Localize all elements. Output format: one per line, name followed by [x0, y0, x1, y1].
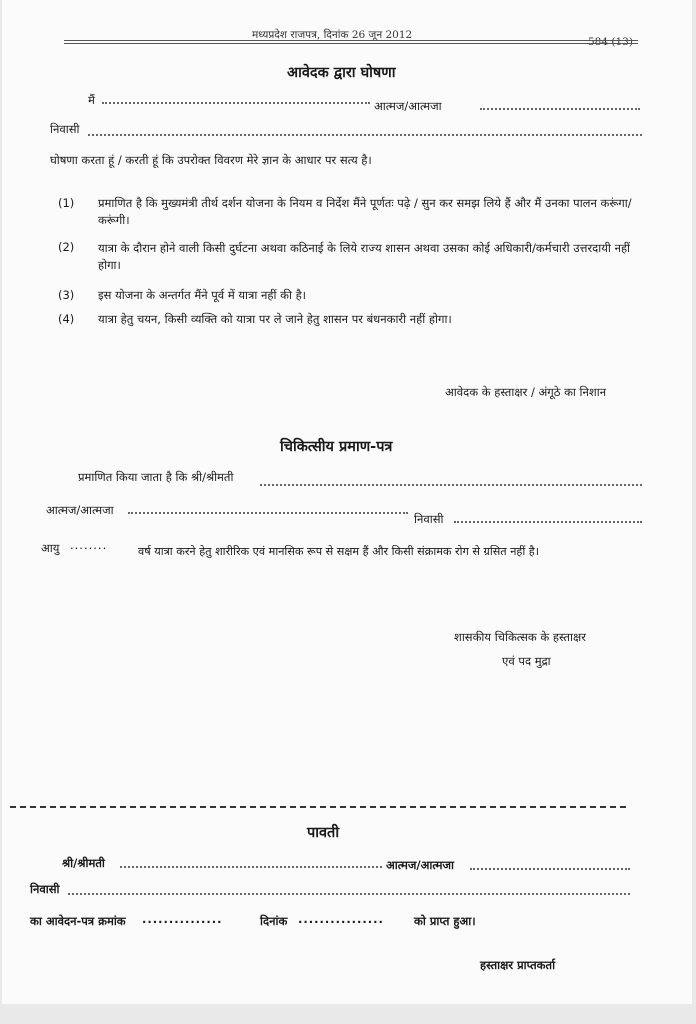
item-number: (2): [58, 240, 75, 254]
declaration-resident-field[interactable]: [88, 134, 642, 136]
doctor-seal-label: एवं पद मुद्रा: [502, 654, 551, 668]
receipt-title: पावती: [307, 825, 340, 841]
medical-resident-field[interactable]: [454, 521, 642, 523]
receipt-name-label: श्री/श्रीमती: [62, 856, 105, 870]
page-number: 584 (13): [588, 36, 633, 48]
medical-statement: वर्ष यात्रा करने हेतु शारीरिक एवं मानसिक रूप से सक्षम हैं और किसी संक्रामक रोग से ग्रसित नहीं है।: [138, 545, 539, 558]
medical-parent-field[interactable]: [128, 512, 408, 514]
receipt-application-field[interactable]: ...............: [142, 912, 223, 926]
applicant-signature-label: आवेदक के हस्ताक्षर / अंगूठे का निशान: [445, 385, 607, 399]
declaration-item: यात्रा के दौरान होने वाली किसी दुर्घटना अथवा कठिनाई के लिये राज्य शासन अथवा उसका कोई अधिकारी/कर्मचारी उत्तरदायी नहीं होगा।: [98, 241, 631, 272]
declaration-title: आवेदक द्वारा घोषणा: [287, 65, 396, 81]
receipt-received-label: को प्राप्त हुआ।: [414, 914, 476, 928]
receipt-child-label: आत्मज/आत्मजा: [386, 858, 454, 872]
declaration-item: प्रमाणित है कि मुख्यमंत्री तीर्थ दर्शन योजना के नियम व निर्देश मैंने पूर्णतः पढ़े / सुन कर समझ लिये हैं और मैं उनका पालन करूंगा/करूंगी।: [98, 196, 632, 227]
receiver-signature-label: हस्ताक्षर प्राप्तकर्ता: [480, 958, 556, 972]
medical-age-label: आयु: [41, 541, 60, 555]
receipt-application-label: का आवेदन-पत्र क्रमांक: [30, 914, 126, 928]
declaration-name-field[interactable]: [102, 102, 370, 104]
document-page: [2, 0, 692, 1004]
item-number: (3): [58, 288, 75, 302]
medical-name-field[interactable]: [260, 484, 642, 486]
declaration-parent-field[interactable]: [480, 108, 640, 110]
receipt-date-label: दिनांक: [260, 914, 288, 928]
declaration-statement: घोषणा करता हूं / करती हूं कि उपरोक्त विवरण मेरे ज्ञान के आधार पर सत्य है।: [50, 153, 372, 167]
declaration-me-label: मैं: [88, 93, 95, 107]
doctor-signature-label: शासकीय चिकित्सक के हस्ताक्षर: [454, 630, 586, 644]
medical-child-label: आत्मज/आत्मजा: [46, 503, 114, 517]
declaration-resident-label: निवासी: [50, 122, 80, 136]
medical-resident-label: निवासी: [414, 512, 444, 526]
declaration-item: यात्रा हेतु चयन, किसी व्यक्ति को यात्रा पर ले जाने हेतु शासन पर बंधनकारी नहीं होगा।: [98, 312, 452, 326]
gazette-header: मध्यप्रदेश राजपत्र, दिनांक 26 जून 2012: [252, 29, 413, 41]
receipt-resident-label: निवासी: [30, 882, 60, 896]
declaration-item: इस योजना के अन्तर्गत मैंने पूर्व में यात्रा नहीं की है।: [98, 288, 307, 302]
declaration-child-label: आत्मज/आत्मजा: [374, 99, 442, 113]
medical-age-field[interactable]: ........: [70, 538, 108, 552]
medical-certified-label: प्रमाणित किया जाता है कि श्री/श्रीमती: [78, 470, 234, 484]
medical-title: चिकित्सीय प्रमाण-पत्र: [280, 439, 393, 455]
cut-line: [10, 806, 626, 808]
header-rule-top: [64, 40, 638, 41]
item-number: (1): [58, 196, 75, 210]
receipt-parent-field[interactable]: [470, 868, 630, 870]
header-rule-bottom: [64, 43, 638, 44]
item-number: (4): [58, 312, 75, 326]
receipt-date-field[interactable]: ................: [298, 912, 384, 926]
receipt-resident-field[interactable]: [68, 893, 630, 895]
receipt-name-field[interactable]: [120, 866, 382, 868]
